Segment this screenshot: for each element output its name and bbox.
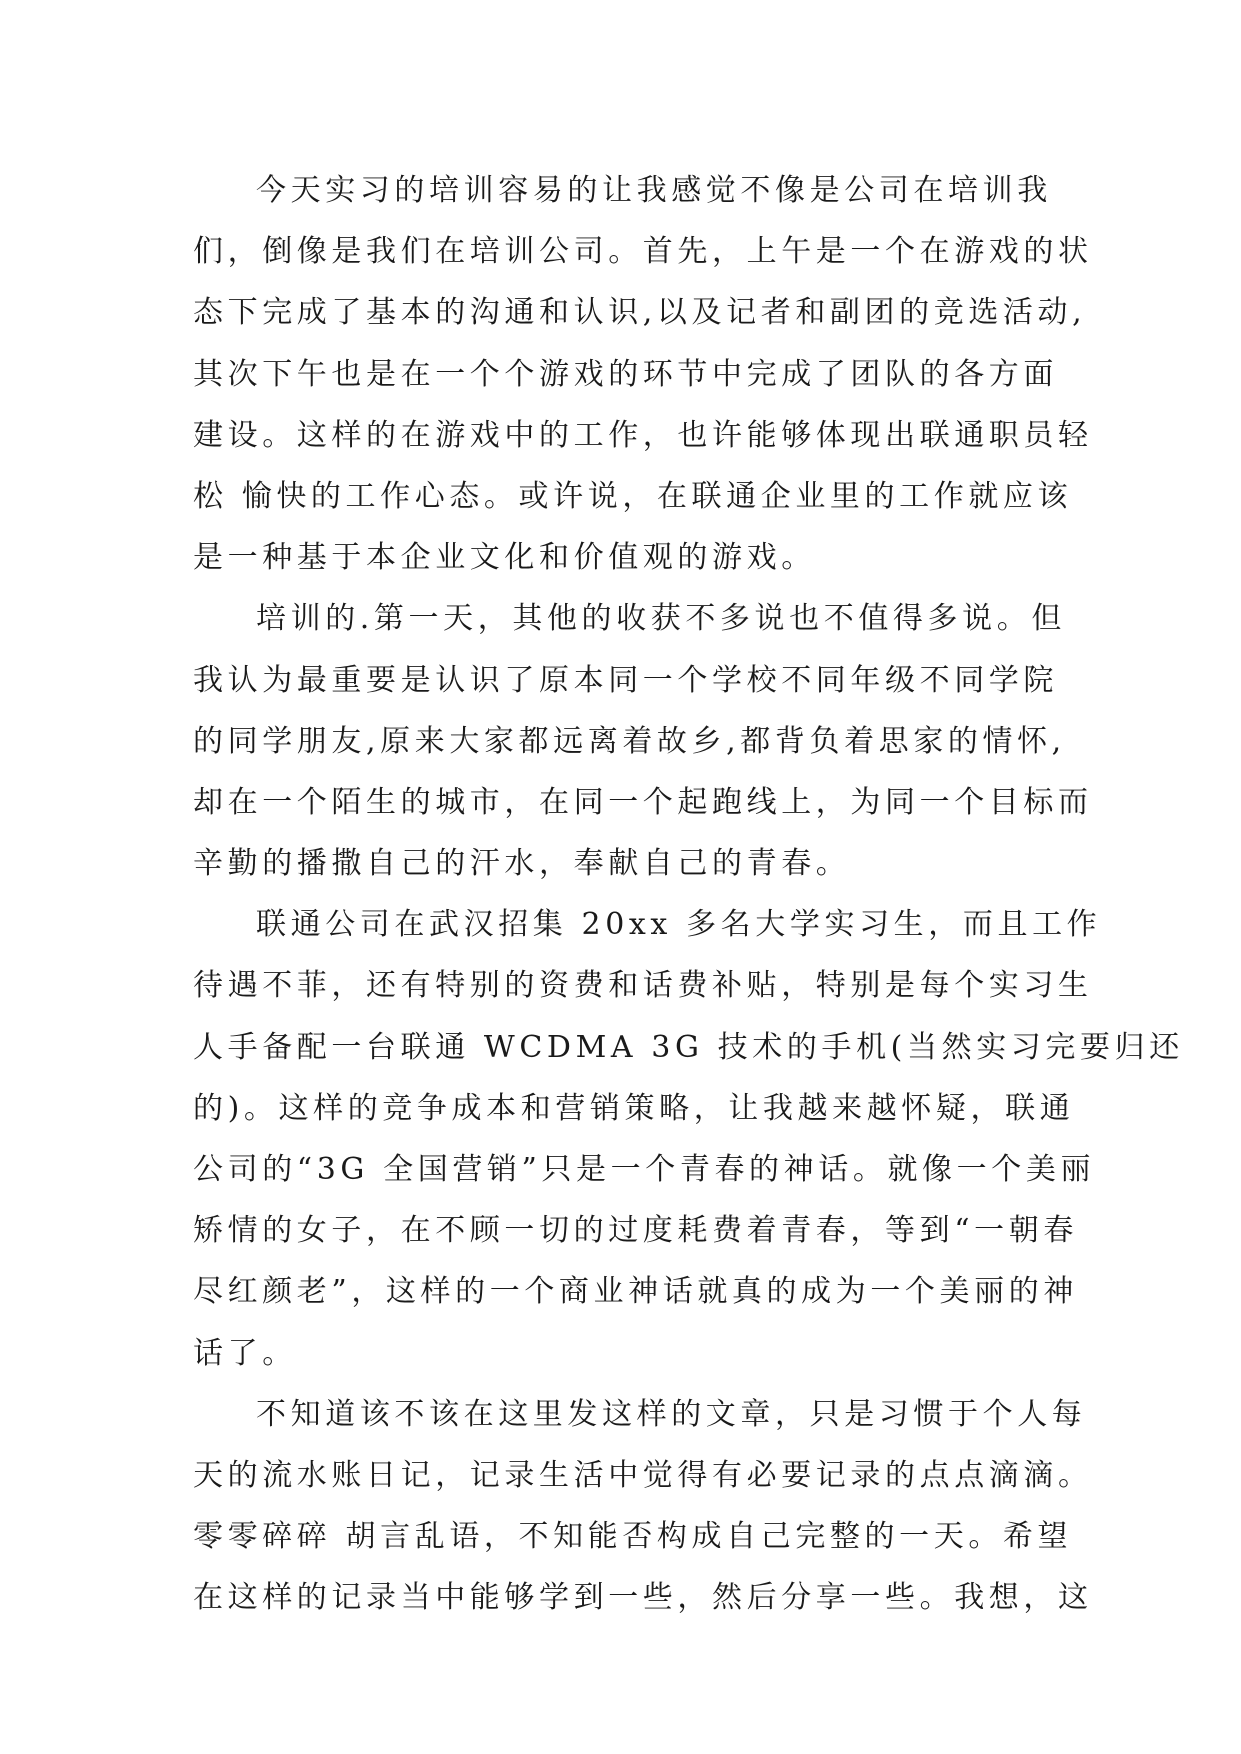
text-line: 建设。这样的在游戏中的工作，也许能够体现出联通职员轻 bbox=[193, 417, 1093, 453]
text-line: 们，倒像是我们在培训公司。首先，上午是一个在游戏的状 bbox=[193, 234, 1093, 270]
text-line: 的)。这样的竞争成本和营销策略，让我越来越怀疑，联通 bbox=[193, 1090, 1075, 1126]
text-line: 尽红颜老”，这样的一个商业神话就真的成为一个美丽的神 bbox=[193, 1274, 1078, 1310]
paragraph-first-day-classmates bbox=[193, 588, 1093, 894]
text-line: 是一种基于本企业文化和价值观的游戏。 bbox=[193, 540, 816, 576]
text-line: 公司的“3G 全国营销”只是一个青春的神话。就像一个美丽 bbox=[193, 1152, 1096, 1187]
document-body bbox=[193, 160, 1184, 1629]
text-line: 话了。 bbox=[193, 1335, 297, 1371]
text-line: 待遇不菲，还有特别的资费和话费补贴，特别是每个实习生 bbox=[193, 968, 1093, 1004]
text-line: 联通公司在武汉招集 20xx 多名大学实习生，而且工作 bbox=[256, 907, 1102, 943]
text-line: 松 愉快的工作心态。或许说，在联通企业里的工作就应该 bbox=[193, 478, 1073, 514]
text-line: 不知道该不该在这里发这样的文章，只是习惯于个人每 bbox=[256, 1396, 1087, 1432]
text-line: 零零碎碎 胡言乱语，不知能否构成自己完整的一天。希望 bbox=[193, 1519, 1073, 1555]
text-line: 天的流水账日记，记录生活中觉得有必要记录的点点滴滴。 bbox=[193, 1457, 1093, 1493]
paragraph-internship-training-games bbox=[193, 160, 1093, 588]
paragraph-unicom-recruitment bbox=[193, 894, 1184, 1384]
text-line: 培训的.第一天，其他的收获不多说也不值得多说。但 bbox=[256, 601, 1066, 637]
text-line: 在这样的记录当中能够学到一些，然后分享一些。我想，这 bbox=[193, 1580, 1093, 1616]
text-line: 态下完成了基本的沟通和认识,以及记者和副团的竞选活动, bbox=[193, 295, 1087, 331]
paragraph-diary-reflection bbox=[193, 1384, 1093, 1629]
text-line: 我认为最重要是认识了原本同一个学校不同年级不同学院 bbox=[193, 662, 1058, 698]
text-line: 却在一个陌生的城市，在同一个起跑线上，为同一个目标而 bbox=[193, 784, 1093, 820]
text-line: 其次下午也是在一个个游戏的环节中完成了团队的各方面 bbox=[193, 356, 1058, 392]
text-line: 辛勤的播撒自己的汗水，奉献自己的青春。 bbox=[193, 846, 851, 882]
text-line: 今天实习的培训容易的让我感觉不像是公司在培训我 bbox=[256, 173, 1052, 208]
text-line: 人手备配一台联通 WCDMA 3G 技术的手机(当然实习完要归还 bbox=[193, 1029, 1184, 1065]
text-line: 矫情的女子，在不顾一切的过度耗费着青春，等到“一朝春 bbox=[193, 1213, 1078, 1249]
text-line: 的同学朋友,原来大家都远离着故乡,都背负着思家的情怀, bbox=[193, 723, 1066, 759]
